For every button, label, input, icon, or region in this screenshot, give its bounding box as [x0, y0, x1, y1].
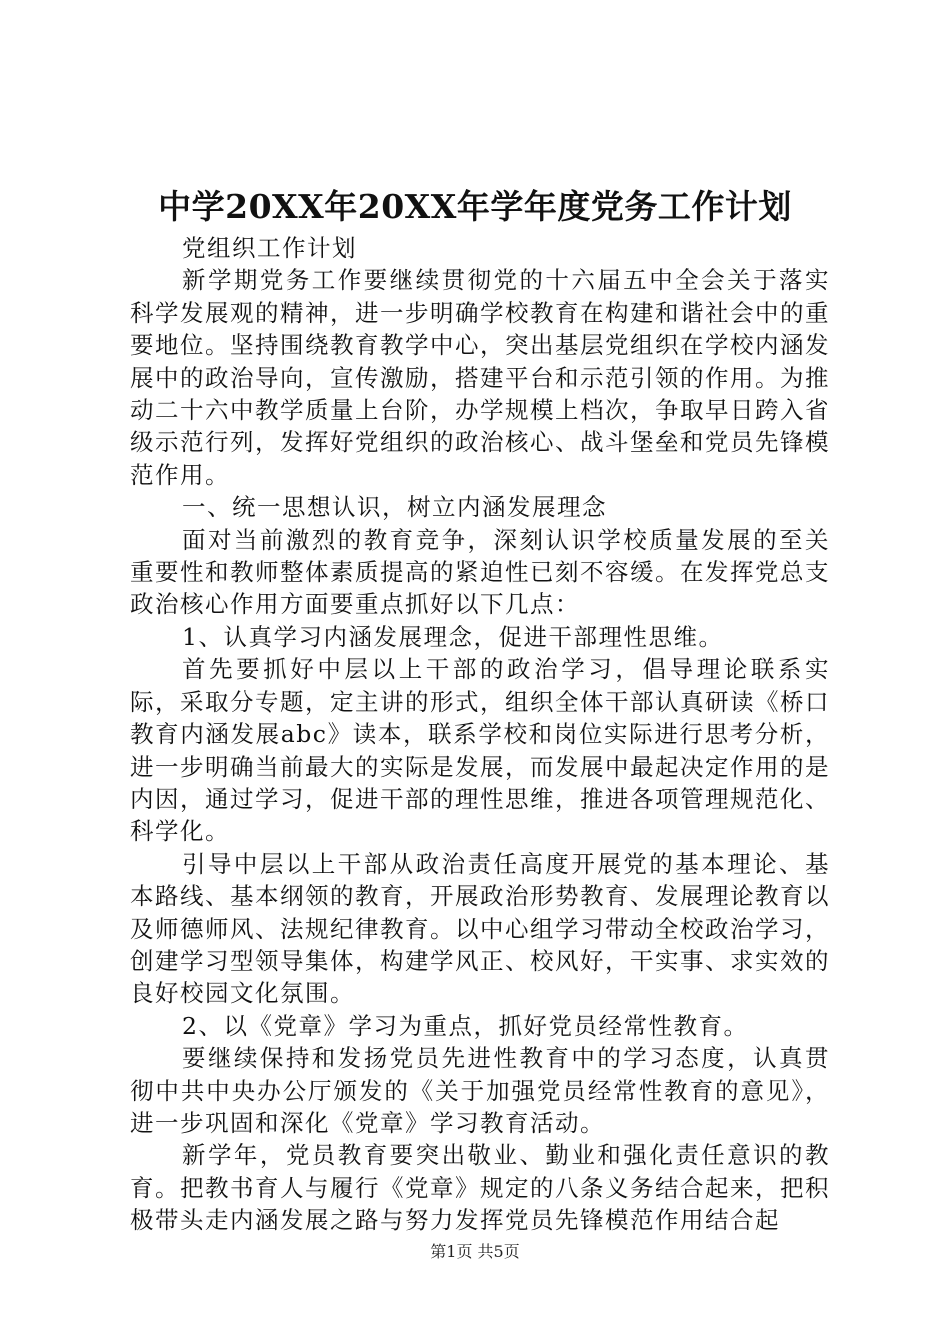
document-body	[130, 232, 830, 1237]
paragraph-new-semester: 新学年，党员教育要突出敬业、勤业和强化责任意识的教育。把教书育人与履行《党章》规定的八条义务结合起来，把积极带头走内涵发展之路与努力发挥党员先锋模范作用结合起	[130, 1141, 830, 1235]
paragraph-intro: 新学期党务工作要继续贯彻党的十六届五中全会关于落实科学发展观的精神，进一步明确学校教育在构建和谐社会中的重要地位。坚持围绕教育教学中心，突出基层党组织在学校内涵发展中的政治导向，宣传激励，搭建平台和示范引领的作用。为推动二十六中教学质量上台阶，办学规模上档次，争取早日跨入省级示范行列，发挥好党组织的政治核心、战斗堡垒和党员先锋模范作用。	[130, 266, 830, 489]
paragraph-heading-party-plan: 党组织工作计划	[182, 234, 357, 262]
page-footer: 第1页 共5页	[430, 1242, 520, 1261]
document-title: 中学20XX年20XX年学年度党务工作计划	[158, 187, 792, 226]
paragraph-member-education: 要继续保持和发扬党员先进性教育中的学习态度，认真贯彻中共中央办公厅颁发的《关于加强党员经常性教育的意见》，进一步巩固和深化《党章》学习教育活动。	[130, 1044, 830, 1137]
paragraph-political-education: 引导中层以上干部从政治责任高度开展党的基本理论、基本路线、基本纲领的教育，开展政治形势教育、发展理论教育以及师德师风、法规纪律教育。以中心组学习带动全校政治学习，创建学习型领导集体，构建学风正、校风好，干实事、求实效的良好校园文化氛围。	[130, 849, 830, 1008]
section-heading-1: 一、统一思想认识，树立内涵发展理念	[182, 493, 607, 522]
subheading-1-2: 2、以《党章》学习为重点，抓好党员经常性教育。	[182, 1011, 749, 1040]
paragraph-section-1: 面对当前激烈的教育竞争，深刻认识学校质量发展的至关重要性和教师整体素质提高的紧迫性已刻不容缓。在发挥党总支政治核心作用方面要重点抓好以下几点：	[130, 525, 830, 619]
paragraph-cadre-study: 首先要抓好中层以上干部的政治学习，倡导理论联系实际，采取分专题，定主讲的形式，组织全体干部认真研读《桥口教育内涵发展abc》读本，联系学校和岗位实际进行思考分析，进一步明确当前最大的实际是发展，而发展中最起决定作用的是内因，通过学习，促进干部的理性思维，推进各项管理规范化、科学化。	[130, 655, 830, 846]
subheading-1-1: 1、认真学习内涵发展理念，促进干部理性思维。	[182, 622, 724, 651]
